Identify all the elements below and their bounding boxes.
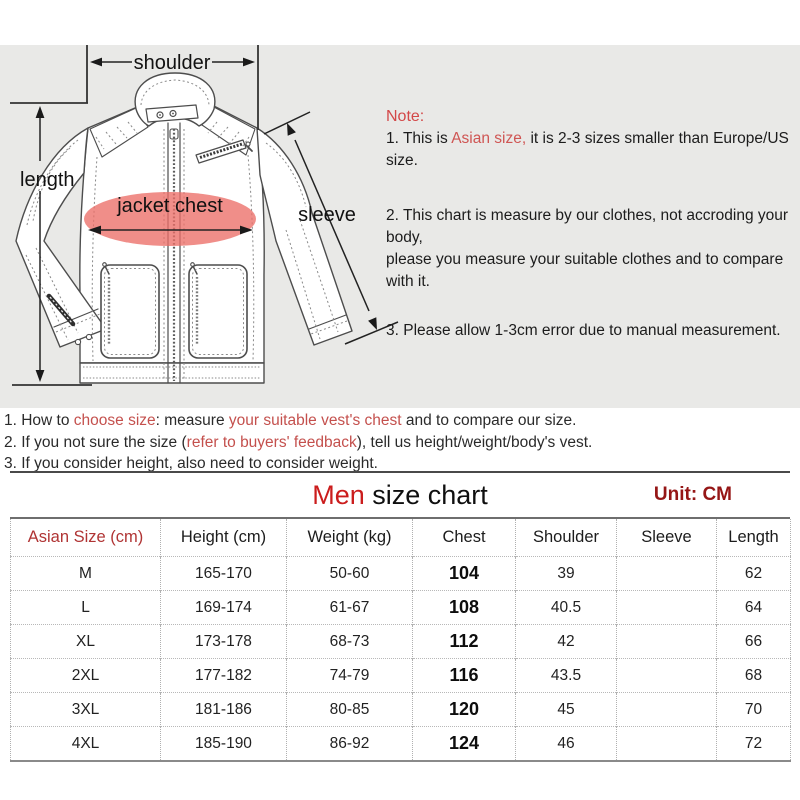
table-cell: 104 — [413, 557, 516, 591]
table-cell — [617, 625, 717, 659]
table-cell — [617, 727, 717, 762]
table-cell: 165-170 — [161, 557, 287, 591]
column-header: Length — [717, 519, 791, 557]
unit-label: Unit: CM — [653, 484, 732, 505]
table-cell: XL — [11, 625, 161, 659]
table-row — [11, 659, 791, 693]
table-cell: 61-67 — [287, 591, 413, 625]
table-row — [11, 693, 791, 727]
note-section — [386, 106, 800, 342]
table-cell: 177-182 — [161, 659, 287, 693]
jacket-measurement-diagram — [0, 45, 400, 408]
tip-2-text2: ), tell us height/weight/body's vest. — [356, 433, 593, 451]
column-header: Sleeve — [617, 519, 717, 557]
table-cell: 173-178 — [161, 625, 287, 659]
tip-item-1 — [4, 410, 644, 432]
note-item-1 — [386, 128, 800, 172]
tips-section — [4, 410, 644, 475]
table-cell — [617, 591, 717, 625]
table-cell: 42 — [516, 625, 617, 659]
table-cell: 3XL — [11, 693, 161, 727]
table-cell: L — [11, 591, 161, 625]
tip-item-2 — [4, 432, 644, 454]
table-cell: 66 — [717, 625, 791, 659]
tip-2-highlight: refer to buyers' feedback — [186, 433, 357, 451]
table-cell — [617, 659, 717, 693]
column-header: Shoulder — [516, 519, 617, 557]
sleeve-label: sleeve — [298, 204, 356, 226]
tip-1-text2: : measure — [155, 412, 229, 429]
table-cell — [617, 557, 717, 591]
table-row — [11, 625, 791, 659]
note-heading: Note: — [386, 108, 425, 125]
chart-title-rest: size chart — [364, 479, 488, 510]
note-item-2 — [386, 205, 800, 293]
table-cell: 74-79 — [287, 659, 413, 693]
table-cell: 50-60 — [287, 557, 413, 591]
table-cell: 70 — [717, 693, 791, 727]
table-cell: 64 — [717, 591, 791, 625]
table-cell: 39 — [516, 557, 617, 591]
table-cell: 2XL — [11, 659, 161, 693]
chart-title-row — [10, 471, 790, 519]
tip-2-text: 2. If you not sure the size ( — [4, 433, 187, 451]
table-cell: M — [11, 557, 161, 591]
table-cell: 4XL — [11, 727, 161, 762]
table-cell: 62 — [717, 557, 791, 591]
tip-1-highlight-1: choose size — [73, 412, 156, 429]
tip-item-3: 3. If you consider height, also need to consider weight. — [4, 455, 378, 472]
table-cell: 86-92 — [287, 727, 413, 762]
shoulder-label: shoulder — [133, 52, 211, 74]
table-row — [11, 591, 791, 625]
length-label: length — [20, 169, 75, 191]
table-cell: 112 — [413, 625, 516, 659]
note-item-1-highlight: Asian size, — [451, 130, 527, 147]
table-cell: 80-85 — [287, 693, 413, 727]
note-item-3: 3. Please allow 1-3cm error due to manual measurement. — [386, 322, 781, 339]
tip-1-text: 1. How to — [4, 412, 74, 429]
chart-title-red: Men — [312, 479, 365, 510]
table-row — [11, 557, 791, 591]
table-cell: 72 — [717, 727, 791, 762]
table-header-row — [11, 519, 791, 557]
table-cell: 185-190 — [161, 727, 287, 762]
tip-1-text3: and to compare our size. — [401, 412, 577, 429]
note-item-2-line1: 2. This chart is measure by our clothes, not accroding your body, — [386, 207, 789, 246]
note-item-2-line2: please you measure your suitable clothes and to compare with it. — [386, 251, 784, 290]
table-cell: 108 — [413, 591, 516, 625]
table-cell: 43.5 — [516, 659, 617, 693]
size-table — [10, 519, 791, 762]
table-cell: 46 — [516, 727, 617, 762]
table-cell: 40.5 — [516, 591, 617, 625]
table-cell: 124 — [413, 727, 516, 762]
table-cell — [617, 693, 717, 727]
table-cell: 169-174 — [161, 591, 287, 625]
table-row — [11, 727, 791, 762]
table-cell: 116 — [413, 659, 516, 693]
note-item-1-text: 1. This is — [386, 130, 452, 147]
size-table-body — [11, 557, 791, 762]
column-header: Weight (kg) — [287, 519, 413, 557]
column-header: Asian Size (cm) — [11, 519, 161, 557]
table-cell: 181-186 — [161, 693, 287, 727]
table-cell: 68-73 — [287, 625, 413, 659]
column-header: Height (cm) — [161, 519, 287, 557]
tip-1-highlight-2: your suitable vest's chest — [228, 412, 402, 429]
jacket-chest-label: jacket chest — [117, 195, 223, 217]
table-cell: 45 — [516, 693, 617, 727]
size-chart-section — [10, 471, 790, 762]
column-header: Chest — [413, 519, 516, 557]
note-item-1-text2: it is 2-3 sizes smaller than Europe/US size. — [386, 130, 789, 169]
chart-title — [312, 480, 488, 511]
table-cell: 68 — [717, 659, 791, 693]
table-cell: 120 — [413, 693, 516, 727]
